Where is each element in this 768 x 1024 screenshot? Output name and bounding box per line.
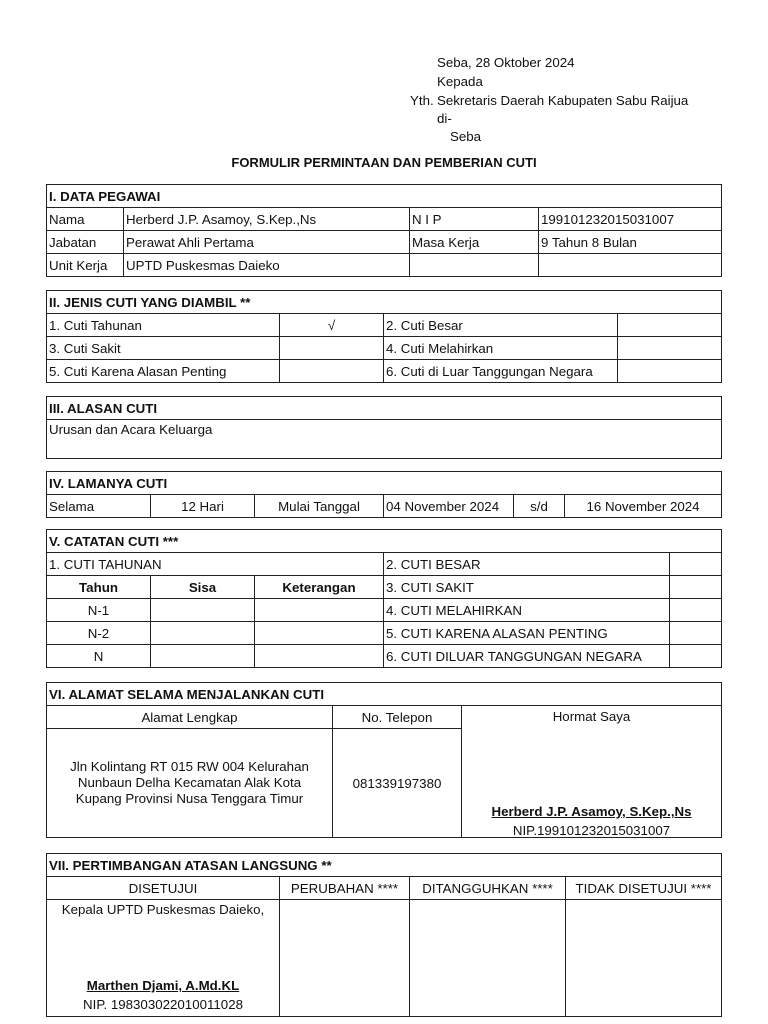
section-alamat-cuti [46, 682, 722, 838]
column-header: Tahun [47, 576, 151, 599]
year-cell: N-2 [47, 622, 151, 645]
leave-type-check-cell [618, 337, 722, 360]
section-heading: III. ALASAN CUTI [47, 397, 722, 420]
field-value: 9 Tahun 8 Bulan [539, 231, 722, 254]
approver-cell [47, 900, 280, 1017]
section-heading: V. CATATAN CUTI *** [47, 530, 722, 553]
field-label: Jabatan [47, 231, 124, 254]
address-value: Jln Kolintang RT 015 RW 004 Kelurahan Nunbaun Delha Kecamatan Alak Kota Kupang Provinsi Nusa Tenggara Timur [47, 729, 333, 838]
checkmark-icon: √ [280, 314, 384, 337]
field-label: Unit Kerja [47, 254, 124, 277]
leave-record-label: 4. CUTI MELAHIRKAN [384, 599, 670, 622]
leave-type-label: 2. Cuti Besar [384, 314, 618, 337]
field-label: Masa Kerja [410, 231, 539, 254]
leave-record-label: 6. CUTI DILUAR TANGGUNGAN NEGARA [384, 645, 670, 668]
leave-type-check-cell [618, 360, 722, 383]
note-cell [255, 599, 384, 622]
column-header: No. Telepon [333, 706, 462, 729]
approver-nip: NIP. 198303022010011028 [83, 997, 243, 1012]
leave-type-label: 3. Cuti Sakit [47, 337, 280, 360]
section-alasan-cuti [46, 396, 722, 459]
year-cell: N [47, 645, 151, 668]
greeting-text: Hormat Saya [552, 709, 631, 724]
letter-yth: Yth. [410, 93, 434, 108]
column-header: DITANGGUHKAN **** [410, 877, 566, 900]
empty-cell [539, 254, 722, 277]
leave-record-label: 3. CUTI SAKIT [384, 576, 670, 599]
section-heading: I. DATA PEGAWAI [47, 185, 722, 208]
leave-type-check-cell [280, 360, 384, 383]
remaining-cell [151, 622, 255, 645]
section-heading: VI. ALAMAT SELAMA MENJALANKAN CUTI [47, 683, 722, 706]
section-pertimbangan-atasan [46, 853, 722, 1017]
letter-di: di- [437, 111, 452, 126]
annual-leave-heading: 1. CUTI TAHUNAN [47, 553, 384, 576]
form-title: FORMULIR PERMINTAAN DAN PEMBERIAN CUTI [231, 155, 537, 170]
section-lamanya-cuti [46, 471, 722, 518]
leave-type-check-cell [618, 314, 722, 337]
note-cell [255, 645, 384, 668]
leave-record-cell [670, 622, 722, 645]
start-date-value: 04 November 2024 [384, 495, 514, 518]
letter-date: Seba, 28 Oktober 2024 [437, 55, 575, 70]
phone-value: 081339197380 [333, 729, 462, 838]
duration-value: 12 Hari [151, 495, 255, 518]
column-header: Sisa [151, 576, 255, 599]
letter-kepada: Kepada [437, 74, 483, 89]
field-label: Nama [47, 208, 124, 231]
letter-recipient: Sekretaris Daerah Kabupaten Sabu Raijua [437, 93, 689, 108]
section-catatan-cuti [46, 529, 722, 668]
note-cell [255, 622, 384, 645]
leave-reason: Urusan dan Acara Keluarga [47, 420, 722, 459]
remaining-cell [151, 645, 255, 668]
decision-cell [410, 900, 566, 1017]
section-jenis-cuti [46, 290, 722, 383]
field-value: Herberd J.P. Asamoy, S.Kep.,Ns [124, 208, 410, 231]
leave-record-cell [670, 553, 722, 576]
duration-label: Selama [47, 495, 151, 518]
leave-record-label: 5. CUTI KARENA ALASAN PENTING [384, 622, 670, 645]
approver-title: Kepala UPTD Puskesmas Daieko, [61, 902, 265, 917]
empty-cell [410, 254, 539, 277]
signature-cell [462, 706, 722, 838]
field-label: N I P [410, 208, 539, 231]
leave-type-check-cell [280, 337, 384, 360]
applicant-name: Herberd J.P. Asamoy, S.Kep.,Ns [491, 804, 692, 819]
field-value: 199101232015031007 [539, 208, 722, 231]
column-header: PERUBAHAN **** [280, 877, 410, 900]
section-heading: IV. LAMANYA CUTI [47, 472, 722, 495]
section-heading: VII. PERTIMBANGAN ATASAN LANGSUNG ** [47, 854, 722, 877]
section-heading: II. JENIS CUTI YANG DIAMBIL ** [47, 291, 722, 314]
column-header: TIDAK DISETUJUI **** [566, 877, 722, 900]
leave-type-label: 6. Cuti di Luar Tanggungan Negara [384, 360, 618, 383]
field-value: Perawat Ahli Pertama [124, 231, 410, 254]
letter-place: Seba [450, 129, 482, 144]
section-data-pegawai [46, 184, 722, 277]
year-cell: N-1 [47, 599, 151, 622]
leave-record-label: 2. CUTI BESAR [384, 553, 670, 576]
column-header: Keterangan [255, 576, 384, 599]
end-date-value: 16 November 2024 [565, 495, 722, 518]
column-header: DISETUJUI [47, 877, 280, 900]
approver-name: Marthen Djami, A.Md.KL [86, 978, 240, 993]
leave-type-label: 1. Cuti Tahunan [47, 314, 280, 337]
remaining-cell [151, 599, 255, 622]
leave-record-cell [670, 599, 722, 622]
decision-cell [566, 900, 722, 1017]
decision-cell [280, 900, 410, 1017]
leave-type-label: 5. Cuti Karena Alasan Penting [47, 360, 280, 383]
field-value: UPTD Puskesmas Daieko [124, 254, 410, 277]
applicant-nip: NIP.199101232015031007 [512, 823, 671, 838]
leave-record-cell [670, 645, 722, 668]
start-date-label: Mulai Tanggal [255, 495, 384, 518]
leave-record-cell [670, 576, 722, 599]
until-label: s/d [514, 495, 565, 518]
column-header: Alamat Lengkap [47, 706, 333, 729]
leave-type-label: 4. Cuti Melahirkan [384, 337, 618, 360]
